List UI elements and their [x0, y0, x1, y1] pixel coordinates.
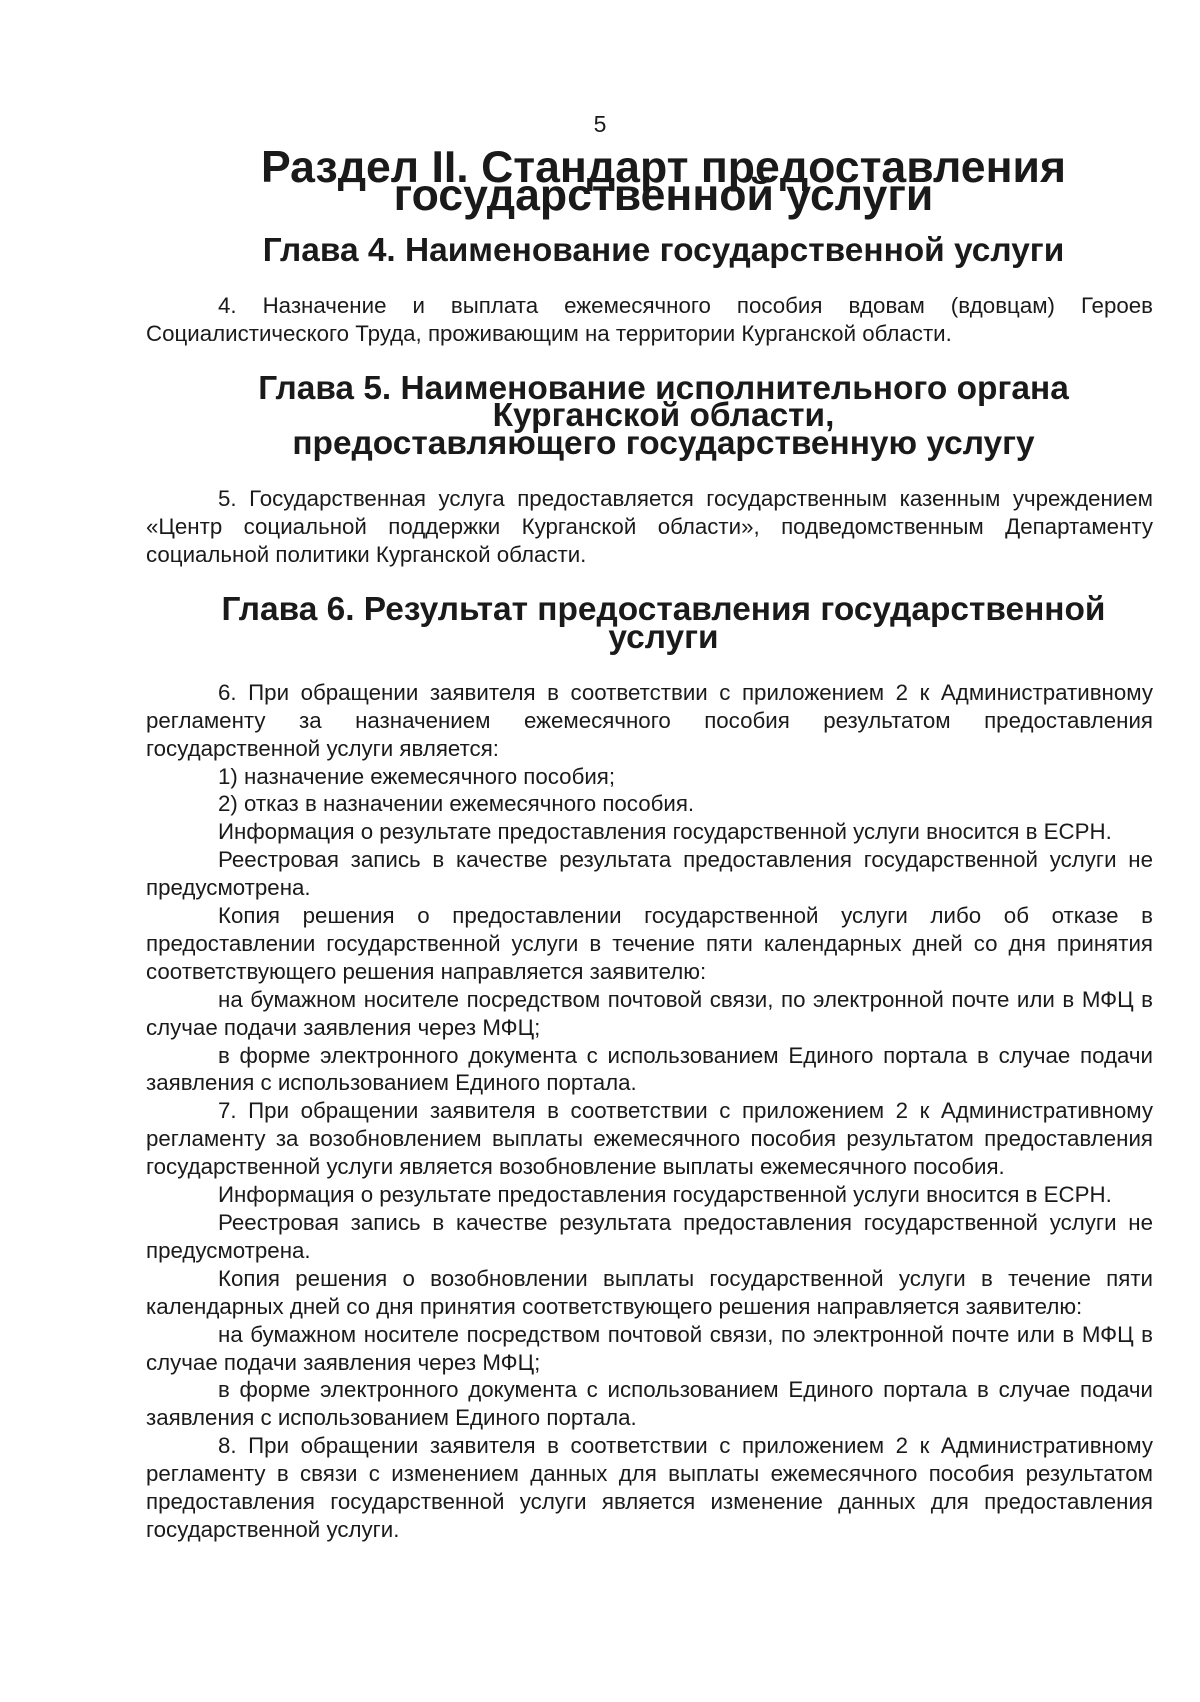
paragraph: на бумажном носителе посредством почтовой связи, по электронной почте или в МФЦ в случае подачи заявления через МФЦ; [146, 986, 1153, 1040]
chapter-4-body [146, 292, 1153, 348]
paragraph: 4. Назначение и выплата ежемесячного пособия вдовам (вдовцам) Героев Социалистического Труда, проживающим на территории Курганской области. [146, 292, 1153, 346]
paragraph: 8. При обращении заявителя в соответствии с приложением 2 к Административному регламенту в связи с изменением данных для выплаты ежемесячного пособия результатом предоставления государственной услуги является изменение данных для предоставления государственной услуги. [146, 1433, 1153, 1542]
page-number: 5 [593, 111, 607, 137]
paragraph: Информация о результате предоставления государственной услуги вносится в ЕСРН. [218, 819, 1112, 845]
paragraph: Копия решения о предоставлении государственной услуги либо об отказе в предоставлении государственной услуги в течение пяти календарных дней со дня принятия соответствующего решения направляется заявителю: [146, 903, 1153, 984]
chapter-5-title-line-2: предоставляющего государственную услугу [292, 425, 1035, 463]
chapter-6-body [146, 679, 1153, 1544]
paragraph: в форме электронного документа с использованием Единого портала в случае подачи заявления с использованием Единого портала. [146, 1042, 1153, 1096]
paragraph: 7. При обращении заявителя в соответствии с приложением 2 к Административному регламенту за возобновлением выплаты ежемесячного пособия результатом предоставления государственной услуги является возобновление выплаты ежемесячного пособия. [146, 1098, 1153, 1180]
paragraph: 5. Государственная услуга предоставляется государственным казенным учреждением «Центр социальной поддержки Курганской области», подведомственным Департаменту социальной политики Курганской области. [146, 486, 1153, 568]
list-item: 1) назначение ежемесячного пособия; [218, 763, 616, 789]
section-title: Раздел II. Стандарт предоставления государственной услуги [261, 143, 1066, 220]
chapter-6-title: Глава 6. Результат предоставления государственной услуги [221, 590, 1106, 656]
document-body [146, 143, 1153, 1544]
paragraph: Реестровая запись в качестве результата предоставления государственной услуги не предусмотрена. [146, 1210, 1153, 1263]
chapter-5-title [146, 369, 1153, 463]
paragraph: Реестровая запись в качестве результата предоставления государственной услуги не предусмотрена. [146, 847, 1153, 901]
paragraph: Копия решения о возобновлении выплаты государственной услуги в течение пяти календарных дней со дня принятия соответствующего решения направляется заявителю: [146, 1265, 1153, 1319]
paragraph: в форме электронного документа с использованием Единого портала в случае подачи заявления с использованием Единого портала. [146, 1377, 1153, 1431]
paragraph: на бумажном носителе посредством почтовой связи, по электронной почте или в МФЦ в случае подачи заявления через МФЦ; [146, 1321, 1153, 1375]
chapter-5-body [146, 485, 1153, 569]
list-item: 2) отказ в назначении ежемесячного пособия. [218, 791, 695, 817]
paragraph: 6. При обращении заявителя в соответствии с приложением 2 к Административному регламенту за назначением ежемесячного пособия результатом предоставления государственной услуги является: [146, 679, 1153, 761]
paragraph: Информация о результате предоставления государственной услуги вносится в ЕСРН. [218, 1182, 1112, 1208]
chapter-5-title-line-1: Глава 5. Наименование исполнительного органа Курганской области, [258, 369, 1069, 435]
chapter-4-title: Глава 4. Наименование государственной услуги [262, 231, 1065, 269]
